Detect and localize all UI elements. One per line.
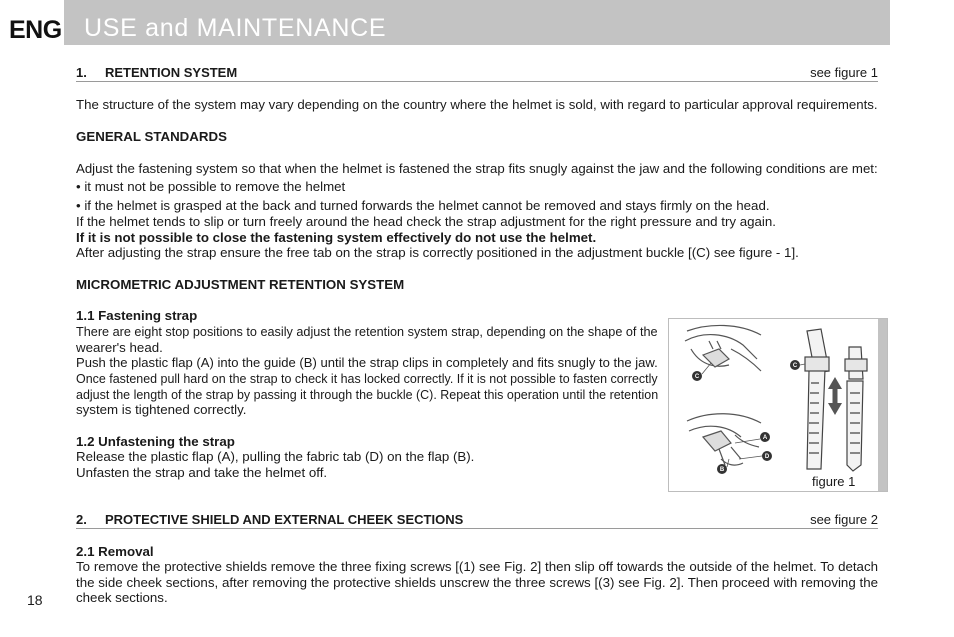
bullet-item: • if the helmet is grasped at the back and turned forwards the helmet cannot be removed and stays firmly on the head. — [76, 198, 770, 213]
callout-label: A — [762, 435, 768, 441]
figure-reference: see figure 1 — [810, 65, 878, 80]
section-1-header — [76, 65, 878, 82]
section-number: 1. — [76, 65, 87, 80]
fastening-strap-line: wearer's head. — [76, 340, 163, 355]
intro-paragraph: The structure of the system may vary depending on the country where the helmet is sold, with regard to particular approval requirements. — [76, 97, 878, 112]
micrometric-heading: MICROMETRIC ADJUSTMENT RETENTION SYSTEM — [76, 277, 405, 292]
unfastening-line: Unfasten the strap and take the helmet off. — [76, 465, 328, 480]
callout-label: C — [694, 374, 700, 380]
bullet-item: • it must not be possible to remove the helmet — [76, 179, 346, 194]
section-2-header — [76, 512, 878, 529]
removal-heading: 2.1 Removal — [76, 544, 154, 559]
fastening-strap-line: system is tightened correctly. — [76, 402, 247, 417]
after-adjust-paragraph: After adjusting the strap ensure the free tab on the strap is correctly positioned in the adjustment buckle [(C) see figure - 1]. — [76, 245, 799, 260]
language-label: ENG — [9, 16, 62, 44]
page-title: USE and MAINTENANCE — [84, 14, 387, 42]
strap-diagram-illustration — [669, 319, 880, 491]
callout-label: C — [792, 363, 798, 369]
title-banner — [64, 0, 890, 45]
general-standards-text: Adjust the fastening system so that when the helmet is fastened the strap fits snugly against the jaw and the following conditions are met: — [76, 161, 878, 176]
fastening-strap-line: Push the plastic flap (A) into the guide (B) until the strap clips in completely and fits snugly to the jaw. — [76, 355, 658, 370]
warning-text: If it is not possible to close the fastening system effectively do not use the helmet. — [76, 230, 597, 245]
callout-label: B — [719, 467, 725, 473]
fastening-strap-heading: 1.1 Fastening strap — [76, 308, 198, 323]
callout-label: D — [764, 454, 770, 460]
figure-caption: figure 1 — [812, 474, 856, 489]
section-title: RETENTION SYSTEM — [105, 65, 238, 80]
figure-reference: see figure 2 — [810, 512, 878, 527]
general-standards-heading: GENERAL STANDARDS — [76, 129, 227, 144]
section-number: 2. — [76, 512, 87, 527]
unfastening-heading: 1.2 Unfastening the strap — [76, 434, 235, 449]
unfastening-line: Release the plastic flap (A), pulling the fabric tab (D) on the flap (B). — [76, 449, 475, 464]
slip-paragraph: If the helmet tends to slip or turn freely around the head check the strap adjustment for the right pressure and try again. — [76, 214, 776, 229]
figure-1 — [668, 318, 888, 492]
fastening-strap-line: Once fastened pull hard on the strap to check it has locked correctly. If it is not possible to fasten correctly — [76, 371, 658, 386]
figure-side-bar — [878, 319, 887, 491]
page-number: 18 — [27, 592, 43, 608]
fastening-strap-line: adjust the length of the strap by passing it through the buckle (C). Repeat this operation until the retention — [76, 387, 659, 402]
section-title: PROTECTIVE SHIELD AND EXTERNAL CHEEK SECTIONS — [105, 512, 464, 527]
removal-paragraph: To remove the protective shields remove the three fixing screws [(1) see Fig. 2] then slip off towards the outside of the helmet. To detach the side cheek sections, after removing the protective shields unscrew the three screws [(3) see Fig. 2]. Then proceed with removing the cheek sections. — [76, 559, 878, 606]
fastening-strap-line: There are eight stop positions to easily adjust the retention system strap, depending on the shape of the — [76, 324, 658, 339]
